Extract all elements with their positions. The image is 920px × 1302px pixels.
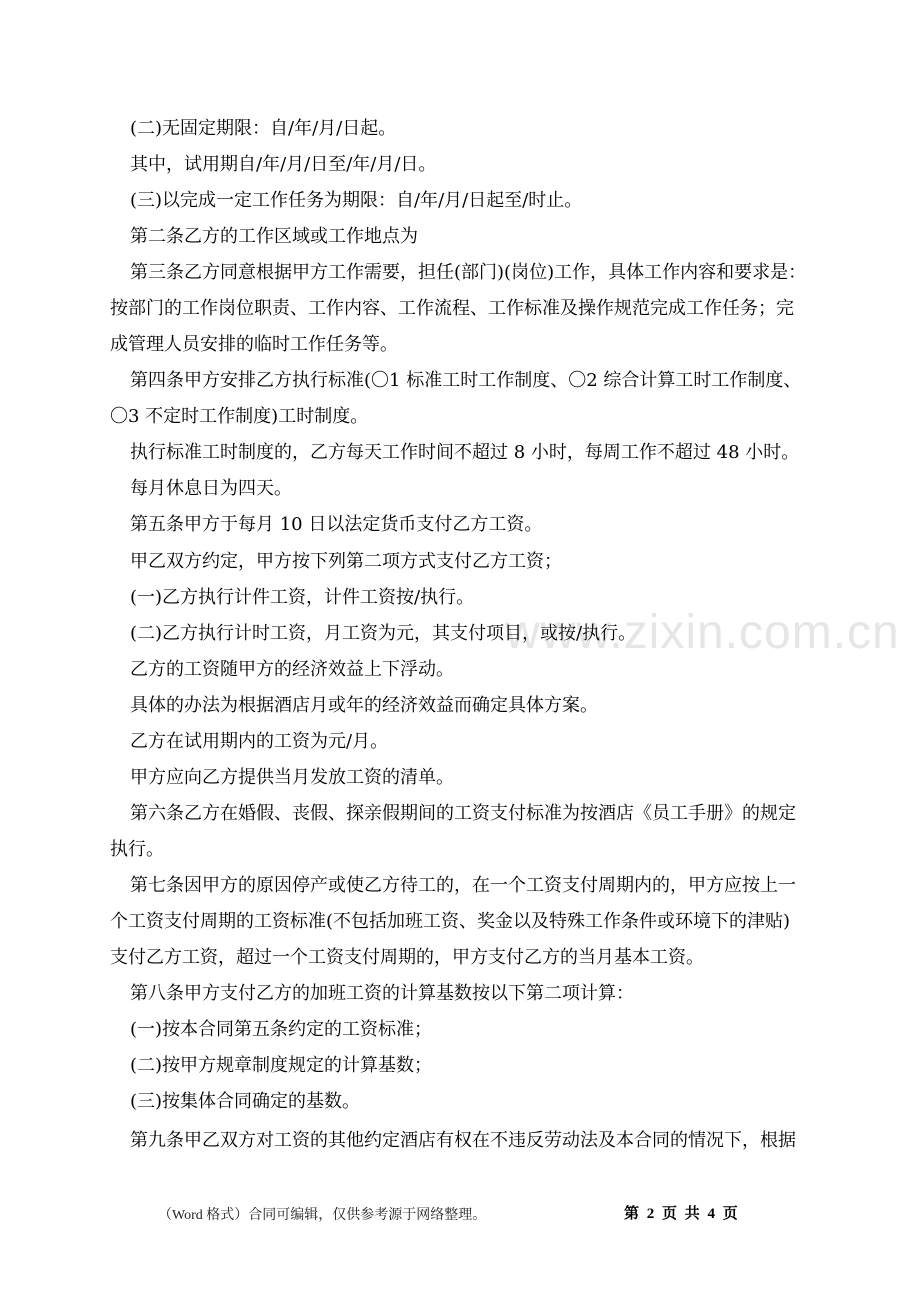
paragraph-line: 第九条甲乙双方对工资的其他约定酒店有权在不违反劳动法及本合同的情况下，根据 bbox=[130, 1130, 796, 1151]
paragraph-line: 具体的办法为根据酒店月或年的经济效益而确定具体方案。 bbox=[130, 695, 598, 716]
paragraph-line: 第七条因甲方的原因停产或使乙方待工的，在一个工资支付周期内的，甲方应按上一 bbox=[130, 875, 796, 896]
paragraph-line: 执行。 bbox=[110, 839, 164, 860]
paragraph-line: 〇3 不定时工作制度)工时制度。 bbox=[110, 406, 369, 427]
paragraph-line: (一)按本合同第五条约定的工资标准； bbox=[130, 1019, 433, 1040]
paragraph-line: 甲方应向乙方提供当月发放工资的清单。 bbox=[130, 767, 454, 788]
paragraph-line: 第二条乙方的工作区域或工作地点为 bbox=[130, 226, 418, 247]
paragraph-line: 个工资支付周期的工资标准(不包括加班工资、奖金以及特殊工作条件或环境下的津贴) bbox=[110, 911, 791, 932]
paragraph-line: 乙方在试用期内的工资为元/月。 bbox=[130, 731, 389, 752]
paragraph-line: 执行标准工时制度的，乙方每天工作时间不超过 8 小时，每周工作不超过 48 小时。 bbox=[130, 442, 800, 463]
paragraph-line: (三)按集体合同确定的基数。 bbox=[130, 1091, 361, 1112]
paragraph-line: (二)无固定期限：自/年/月/日起。 bbox=[130, 118, 397, 139]
paragraph-line: 每月休息日为四天。 bbox=[130, 478, 292, 499]
paragraph-line: 第三条乙方同意根据甲方工作需要，担任(部门)(岗位)工作，具体工作内容和要求是： bbox=[130, 262, 807, 283]
paragraph-line: (二)按甲方规章制度规定的计算基数； bbox=[130, 1055, 433, 1076]
paragraph-line: 按部门的工作岗位职责、工作内容、工作流程、工作标准及操作规范完成工作任务；完 bbox=[110, 298, 794, 319]
paragraph-line: 第八条甲方支付乙方的加班工资的计算基数按以下第二项计算： bbox=[130, 983, 634, 1004]
paragraph-line: 第六条乙方在婚假、丧假、探亲假期间的工资支付标准为按酒店《员工手册》的规定 bbox=[130, 803, 796, 824]
paragraph-line: (二)乙方执行计时工资，月工资为元，其支付项目，或按/执行。 bbox=[130, 623, 637, 644]
paragraph-line: 第四条甲方安排乙方执行标准(〇1 标准工时工作制度、〇2 综合计算工时工作制度、 bbox=[130, 370, 802, 391]
paragraph-line: 其中，试用期自/年/月/日至/年/月/日。 bbox=[130, 154, 437, 175]
paragraph-line: 成管理人员安排的临时工作任务等。 bbox=[110, 334, 398, 355]
footer-note: （Word 格式）合同可编辑，仅供参考源于网络整理。 bbox=[158, 1208, 487, 1223]
paragraph-line: 第五条甲方于每月 10 日以法定货币支付乙方工资。 bbox=[130, 514, 543, 535]
paragraph-line: (三)以完成一定工作任务为期限：自/年/月/日起至/时止。 bbox=[130, 190, 583, 211]
paragraph-line: 甲乙双方约定，甲方按下列第二项方式支付乙方工资； bbox=[130, 551, 562, 572]
paragraph-line: (一)乙方执行计件工资，计件工资按/执行。 bbox=[130, 587, 475, 608]
paragraph-line: 支付乙方工资，超过一个工资支付周期的，甲方支付乙方的当月基本工资。 bbox=[110, 947, 704, 968]
page-number: 第 2 页 共 4 页 bbox=[624, 1206, 738, 1222]
paragraph-line: 乙方的工资随甲方的经济效益上下浮动。 bbox=[130, 659, 454, 680]
watermark-text: www.zixin.com.cn bbox=[505, 606, 900, 659]
